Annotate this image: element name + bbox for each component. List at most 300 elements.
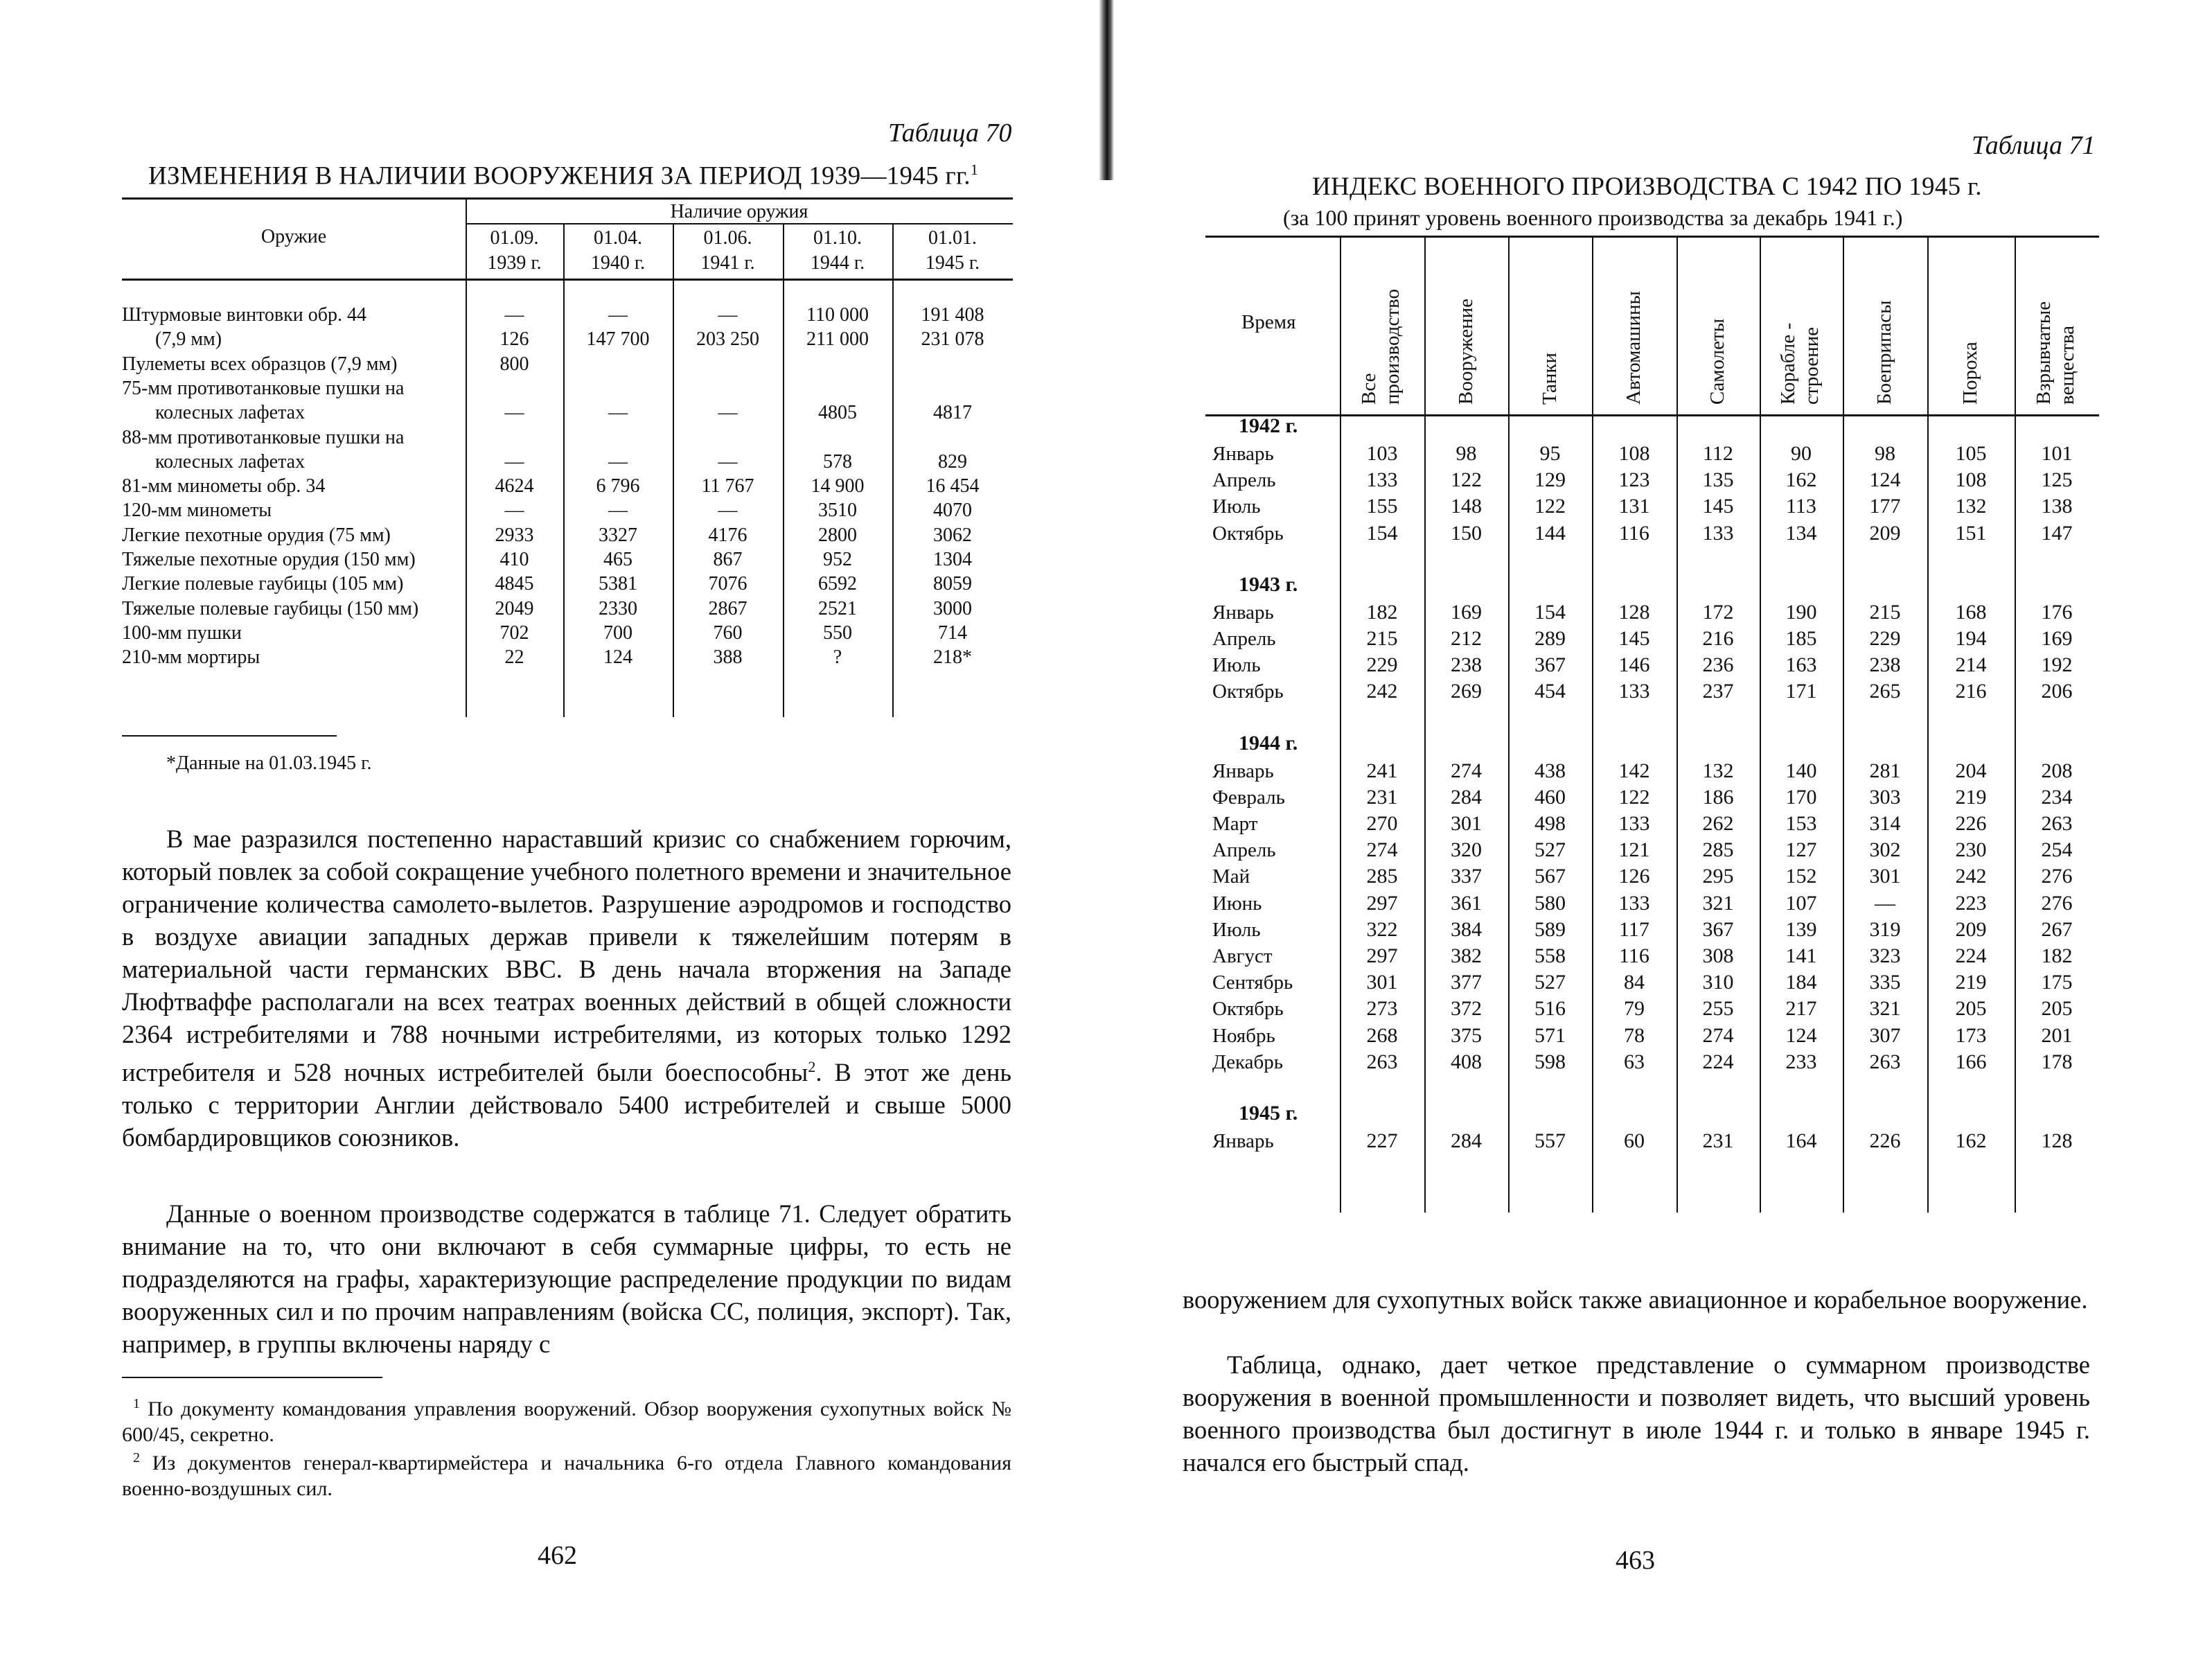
- table-70-date-year: 1939 г.: [487, 252, 542, 274]
- table-70-cell: 4817: [933, 402, 972, 424]
- table-71-cell: 186: [1702, 785, 1734, 809]
- table-71-cell: 460: [1534, 785, 1566, 809]
- table-71-month: Апрель: [1212, 628, 1276, 650]
- table-70-cell: 2800: [818, 524, 857, 546]
- table-70-cell: 8059: [933, 573, 972, 595]
- table-70-row-label: колесных лафетах: [155, 402, 306, 424]
- table-71-cell: 377: [1451, 971, 1482, 994]
- table-71-cell: 215: [1366, 627, 1398, 650]
- table-71-cell: 78: [1624, 1023, 1645, 1047]
- table-71-cell: 95: [1539, 442, 1561, 465]
- paragraph-1-text: В мае разразился постепенно нараставший кризис со снабжением горючим, который повлек за собой сокращение учебного полетного времени и значительное ограничение количества самолето-вылетов. Разрушение аэродромов и господство в воздухе авиации западных держав привели к тяжелейшим потерям в материальной части германских ВВС. В день начала вторжения на Западе Люфтваффе располагали на всех театрах военных действий в общей сложности 2364 истребителями и 788 ночными истребителями, из которых только 1292 истребителя и 528 ночных истребителей были боеспособны: [122, 825, 1011, 1087]
- table-71-cell: 151: [1955, 521, 1987, 545]
- table-71-cell: 205: [1955, 997, 1987, 1021]
- table-71-cell: 302: [1869, 838, 1901, 862]
- table-71-year: 1944 г.: [1239, 731, 1298, 755]
- table-71-cell: 154: [1366, 521, 1398, 545]
- table-71-cell: 108: [1955, 468, 1987, 492]
- table-70-date-day: 01.04.: [594, 227, 642, 249]
- table-70-cell: 702: [499, 622, 529, 644]
- table-70-cell: 211 000: [806, 328, 869, 351]
- table-70-date-day: 01.09.: [490, 227, 539, 249]
- table-71-cell: 133: [1702, 521, 1734, 545]
- table-71-year: 1943 г.: [1239, 572, 1298, 596]
- table-71-cell: 131: [1618, 495, 1650, 518]
- table-71-cell: 112: [1703, 442, 1733, 465]
- table-71-cell: 182: [1366, 600, 1398, 624]
- table-71-cell: 194: [1955, 627, 1987, 650]
- table-71-cell: 310: [1702, 971, 1734, 994]
- table-70-row-label: 120-мм минометы: [122, 500, 272, 522]
- table-71-cell: 105: [1955, 442, 1987, 465]
- table-70-row-label: 88-мм противотанковые пушки на: [122, 426, 405, 448]
- table-70-cell: 7076: [708, 573, 747, 595]
- table-70-cell: —: [718, 304, 738, 326]
- table-71-cell: 153: [1785, 812, 1817, 835]
- table-71-cell: 212: [1451, 627, 1482, 650]
- table-71-cell: 273: [1366, 997, 1398, 1021]
- table-71-cell: 276: [2041, 865, 2073, 888]
- table-70-title: [148, 161, 978, 191]
- table-71-cell: 122: [1618, 785, 1650, 809]
- table-71-cell: 321: [1702, 891, 1734, 915]
- table-71-cell: 297: [1366, 891, 1398, 915]
- table-71-year: 1942 г.: [1239, 414, 1298, 437]
- table-70-cell: 191 408: [921, 304, 984, 326]
- table-71-cell: 234: [2041, 785, 2073, 809]
- table-71-cell: 129: [1534, 468, 1566, 492]
- table-70-row-label: Тяжелые пехотные орудия (150 мм): [122, 549, 416, 570]
- table-70-cell: 3327: [599, 524, 637, 546]
- table-70-cell: 3000: [933, 597, 972, 619]
- table-70-row-label: Легкие полевые гаубицы (105 мм): [122, 573, 404, 595]
- table-71-cell: 233: [1785, 1050, 1817, 1073]
- table-71-cell: 589: [1534, 917, 1566, 941]
- table-71-cell: 204: [1955, 759, 1987, 782]
- table-71-cell: 238: [1869, 653, 1901, 677]
- table-71-cell: 285: [1702, 838, 1734, 862]
- table-70-cell: 3510: [818, 500, 857, 522]
- table-71-cell: 372: [1451, 997, 1482, 1021]
- table-71-cell: 142: [1618, 759, 1650, 782]
- table-71-cell: 281: [1869, 759, 1901, 782]
- table-71-cell: 323: [1869, 944, 1901, 967]
- table-71-cell: 527: [1534, 971, 1566, 994]
- table-71-cell: 224: [1955, 944, 1987, 967]
- table-71-month: Январь: [1212, 759, 1274, 782]
- table-71-cell: 162: [1785, 468, 1817, 492]
- table-71-cell: 274: [1702, 1023, 1734, 1047]
- table-70-row-label: Тяжелые полевые гаубицы (150 мм): [122, 597, 419, 619]
- table-71-cell: 60: [1624, 1129, 1645, 1152]
- table-70-row-label: 100-мм пушки: [122, 622, 242, 644]
- table-71-month: Август: [1212, 945, 1273, 967]
- table-71-cell: 205: [2041, 997, 2073, 1021]
- table-71-month: Январь: [1212, 601, 1274, 624]
- table-71-cell: 125: [2041, 468, 2073, 492]
- table-71-cell: 408: [1451, 1050, 1482, 1073]
- table-71-cell: 571: [1534, 1023, 1566, 1047]
- table-70-title-footnote-mark: 1: [970, 161, 979, 178]
- table-70-cell: 16 454: [926, 475, 980, 497]
- table-71-cell: 375: [1451, 1023, 1482, 1047]
- table-70-cell: —: [504, 402, 524, 424]
- table-71-cell: 308: [1702, 944, 1734, 967]
- table-70-row-label: Штурмовые винтовки обр. 44: [122, 304, 366, 326]
- table-71-month: Февраль: [1212, 786, 1285, 809]
- table-70-row-label: Пулеметы всех образцов (7,9 мм): [122, 353, 398, 375]
- footnote-2-text: Из документов генерал-квартирмейстера и начальника 6-го отдела Главного командования военно-воздушных сил.: [122, 1452, 1011, 1500]
- table-70-row-label: Легкие пехотные орудия (75 мм): [122, 524, 391, 546]
- table-71-cell: 98: [1456, 442, 1477, 465]
- table-70-cell: 14 900: [811, 475, 865, 497]
- table-71-cell: 337: [1451, 865, 1482, 888]
- table-71-month: Март: [1212, 813, 1258, 835]
- table-71-cell: 117: [1619, 917, 1649, 941]
- table-71-cell: 230: [1955, 838, 1987, 862]
- table-71-cell: 113: [1786, 495, 1816, 518]
- table-70-cell: —: [504, 304, 524, 326]
- table-71-cell: 314: [1869, 812, 1901, 835]
- table-70-number: Таблица 70: [888, 118, 1012, 148]
- table-71-cell: 516: [1534, 997, 1566, 1021]
- table-71-cell: 107: [1785, 891, 1817, 915]
- table-71-cell: 254: [2041, 838, 2073, 862]
- table-71-cell: 242: [1955, 865, 1987, 888]
- table-70-cell: 465: [603, 549, 632, 570]
- table-71-cell: 231: [1366, 785, 1398, 809]
- table-70-col-group: Наличие оружия: [670, 201, 808, 222]
- table-70-cell: 388: [713, 646, 743, 669]
- table-71-cell: 367: [1534, 653, 1566, 677]
- table-71-cell: 274: [1366, 838, 1398, 862]
- table-70-cell: —: [718, 500, 738, 522]
- table-71-cell: 321: [1869, 997, 1901, 1021]
- table-71-month: Январь: [1212, 443, 1274, 465]
- table-70-cell: 126: [499, 328, 529, 351]
- table-71-cell: 307: [1869, 1023, 1901, 1047]
- page-number-left: 462: [538, 1541, 577, 1570]
- table-71-cell: 132: [1702, 759, 1734, 782]
- table-71-cell: 128: [2041, 1129, 2073, 1152]
- table-70-cell: 6 796: [596, 475, 640, 497]
- table-71-cell: 237: [1702, 680, 1734, 703]
- table-71-month: Октябрь: [1212, 680, 1284, 703]
- table-71-cell: 178: [2041, 1050, 2073, 1073]
- table-71-cell: 192: [2041, 653, 2073, 677]
- table-71-cell: 175: [2041, 971, 2073, 994]
- table-71-cell: 164: [1785, 1129, 1817, 1152]
- table-71-cell: 216: [1702, 627, 1734, 650]
- paragraph-1-footnote-mark: 2: [808, 1058, 816, 1075]
- table-71-cell: 169: [2041, 627, 2073, 650]
- table-71-cell: 140: [1785, 759, 1817, 782]
- table-71-cell: 255: [1702, 997, 1734, 1021]
- table-71-month: Апрель: [1212, 469, 1276, 492]
- table-71-cell: 231: [1702, 1129, 1734, 1152]
- table-71-month: Апрель: [1212, 839, 1276, 862]
- table-71-cell: 209: [1955, 917, 1987, 941]
- table-71-cell: 133: [1366, 468, 1398, 492]
- table-70-cell: —: [718, 402, 738, 424]
- table-71-cell: 335: [1869, 971, 1901, 994]
- paragraph-1-text-end: . В этот же день только с территории Англии действовало 5400 истребителей и свыше 5000 бомбардировщиков союзников.: [122, 1058, 1011, 1152]
- table-71-cell: 141: [1785, 944, 1817, 967]
- table-71-cell: 171: [1785, 680, 1817, 703]
- table-71-cell: 172: [1702, 600, 1734, 624]
- table-71-cell: 567: [1534, 865, 1566, 888]
- table-71-cell: 209: [1869, 521, 1901, 545]
- table-70-cell: 2867: [708, 597, 747, 619]
- table-71-cell: 122: [1534, 495, 1566, 518]
- table-71-cell: 295: [1702, 865, 1734, 888]
- table-71-cell: 170: [1785, 785, 1817, 809]
- table-71-cell: 361: [1451, 891, 1482, 915]
- table-71-cell: 215: [1869, 600, 1901, 624]
- table-71-cell: 580: [1534, 891, 1566, 915]
- table-71-cell: 79: [1624, 997, 1645, 1021]
- table-71-cell: 267: [2041, 917, 2073, 941]
- table-71-cell: 382: [1451, 944, 1482, 967]
- table-71-col-header: Танки: [1538, 353, 1561, 405]
- table-70-cell: 829: [938, 450, 967, 473]
- table-70-date-year: 1940 г.: [590, 252, 646, 274]
- table-70-col-weapon: Оружие: [260, 226, 327, 247]
- table-71-cell: 163: [1785, 653, 1817, 677]
- table-71-cell: 241: [1366, 759, 1398, 782]
- table-71-cell: 527: [1534, 838, 1566, 862]
- table-70-date-year: 1941 г.: [700, 252, 755, 274]
- table-71-subtitle: (за 100 принят уровень военного производства за декабрь 1941 г.): [1283, 205, 1903, 230]
- table-71-cell: 169: [1451, 600, 1482, 624]
- table-70-cell: —: [608, 500, 628, 522]
- table-70-cell: 1304: [933, 549, 972, 570]
- table-71-cell: 148: [1451, 495, 1482, 518]
- table-70-cell: 4176: [708, 524, 747, 546]
- table-70-cell: 578: [823, 450, 852, 473]
- table-71-cell: 219: [1955, 785, 1987, 809]
- table-71-cell: 598: [1534, 1050, 1566, 1073]
- table-71-cell: 144: [1534, 521, 1566, 545]
- table-71-cell: 301: [1366, 971, 1398, 994]
- table-71-cell: 274: [1451, 759, 1482, 782]
- footnote-1-text: По документу командования управления вооружений. Обзор вооружения сухопутных войск № 600/45, секретно.: [122, 1398, 1012, 1446]
- table-71-cell: 132: [1955, 495, 1987, 518]
- table-71-col-header: Пороха: [1959, 342, 1981, 405]
- table-71-cell: 285: [1366, 865, 1398, 888]
- table-71-cell: 262: [1702, 812, 1734, 835]
- table-71-cell: 128: [1618, 600, 1650, 624]
- table-70-cell: —: [608, 450, 628, 473]
- table-70-row-label: 75-мм противотанковые пушки на: [122, 377, 405, 399]
- table-71-cell: 84: [1624, 971, 1645, 994]
- table-71-cell: 217: [1785, 997, 1817, 1021]
- table-71-cell: 173: [1955, 1023, 1987, 1047]
- table-71-cell: 227: [1366, 1129, 1398, 1152]
- table-70-cell: 6592: [818, 573, 857, 595]
- table-70-cell: —: [718, 450, 738, 473]
- table-71-cell: 103: [1366, 442, 1398, 465]
- table-71-cell: 134: [1785, 521, 1817, 545]
- table-71-cell: 320: [1451, 838, 1482, 862]
- table-71-cell: 303: [1869, 785, 1901, 809]
- table-71-cell: 276: [2041, 891, 2073, 915]
- table-71-cell: 322: [1366, 917, 1398, 941]
- table-70-cell: 11 767: [701, 475, 754, 497]
- table-70-note-rule: [122, 735, 337, 737]
- table-71-month: Октябрь: [1212, 522, 1284, 545]
- table-71-cell: 145: [1618, 627, 1650, 650]
- table-71-col-header: Взрывчатые вещества: [2033, 301, 2078, 405]
- paragraph-2: Данные о военном производстве содержатся в таблице 71. Следует обратить внимание на то, что они включают в себя суммарные цифры, то есть не подразделяются на графы, характеризующие распределение продукции по видам вооруженных сил и по прочим направлениям (войска СС, полиция, экспорт). Так, например, в группы включены наряду с: [122, 1199, 1011, 1358]
- table-71-cell: 224: [1702, 1050, 1734, 1073]
- table-71-cell: 270: [1366, 812, 1398, 835]
- table-71-cell: 101: [2041, 442, 2073, 465]
- table-71-cell: 176: [2041, 600, 2073, 624]
- table-71-month: Июль: [1212, 654, 1261, 677]
- paragraph-1: [122, 822, 1011, 1154]
- table-70-cell: 4805: [818, 402, 857, 424]
- table-70-note: *Данные на 01.03.1945 г.: [166, 752, 372, 774]
- table-71-col-header: Все производство: [1358, 289, 1404, 405]
- table-71-cell: 284: [1451, 1129, 1482, 1152]
- table-71-cell: 133: [1618, 891, 1650, 915]
- table-71-cell: 126: [1618, 865, 1650, 888]
- table-70-row-label: 81-мм минометы обр. 34: [122, 475, 326, 497]
- table-71-cell: 263: [1366, 1050, 1398, 1073]
- table-70-cell: 203 250: [696, 328, 759, 351]
- table-70-cell: 4845: [495, 573, 534, 595]
- table-71-cell: 268: [1366, 1023, 1398, 1047]
- table-70-cell: 4624: [495, 475, 534, 497]
- table-71-month: Май: [1212, 865, 1250, 888]
- table-71-cell: 146: [1618, 653, 1650, 677]
- table-71-cell: 162: [1955, 1129, 1987, 1152]
- table-71-cell: 242: [1366, 680, 1398, 703]
- table-70-date-day: 01.10.: [813, 227, 862, 249]
- table-71-cell: 226: [1955, 812, 1987, 835]
- table-71-cell: 90: [1791, 442, 1812, 465]
- table-71-cell: 289: [1534, 627, 1566, 650]
- table-70-cell: 147 700: [586, 328, 650, 351]
- table-71-cell: 236: [1702, 653, 1734, 677]
- table-71-cell: 184: [1785, 971, 1817, 994]
- table-71-cell: 155: [1366, 495, 1398, 518]
- footnote-2: [122, 1445, 1011, 1501]
- table-71-month: Январь: [1212, 1130, 1274, 1152]
- table-70-cell: —: [608, 304, 628, 326]
- table-70-cell: 5381: [599, 573, 637, 595]
- table-71-cell: 219: [1955, 971, 1987, 994]
- table-70-cell: 2521: [818, 597, 857, 619]
- table-71-cell: 166: [1955, 1050, 1987, 1073]
- table-71-cell: 557: [1534, 1129, 1566, 1152]
- table-70-header-rule: [122, 279, 1013, 281]
- table-71-month: Сентябрь: [1212, 971, 1293, 994]
- table-70-row-label: колесных лафетах: [155, 450, 306, 473]
- table-71-cell: 284: [1451, 785, 1482, 809]
- table-71-month: Июль: [1212, 918, 1261, 941]
- table-70-cell: 4070: [933, 500, 972, 522]
- table-71-month: Июль: [1212, 495, 1261, 518]
- table-70-title-text: ИЗМЕНЕНИЯ В НАЛИЧИИ ВООРУЖЕНИЯ ЗА ПЕРИОД 1939—1945 гг.: [148, 161, 971, 191]
- table-71-cell: 133: [1618, 680, 1650, 703]
- table-70-cell: 2049: [495, 597, 534, 619]
- table-71-title: ИНДЕКС ВОЕННОГО ПРОИЗВОДСТВА С 1942 ПО 1945 г.: [1312, 173, 1982, 201]
- table-71-cell: 438: [1534, 759, 1566, 782]
- table-71-cell: 190: [1785, 600, 1817, 624]
- table-71-cell: 226: [1869, 1129, 1901, 1152]
- table-71-cell: 116: [1619, 521, 1649, 545]
- table-70-cell: 867: [713, 549, 743, 570]
- table-71-cell: 139: [1785, 917, 1817, 941]
- table-71-cell: 182: [2041, 944, 2073, 967]
- table-71-cell: 123: [1618, 468, 1650, 492]
- footnote-1: [122, 1391, 1011, 1447]
- table-71-cell: 185: [1785, 627, 1817, 650]
- table-71-month: Октябрь: [1212, 998, 1284, 1021]
- table-71-cell: 263: [1869, 1050, 1901, 1073]
- table-70-cell: —: [504, 500, 524, 522]
- table-70-cell: 700: [603, 622, 632, 644]
- table-71-cell: 127: [1785, 838, 1817, 862]
- table-70-cell: —: [504, 450, 524, 473]
- table-70-cell: 760: [713, 622, 743, 644]
- table-71-year: 1945 г.: [1239, 1102, 1298, 1125]
- table-71-cell: 454: [1534, 680, 1566, 703]
- footnote-rule: [122, 1377, 382, 1378]
- table-71-cell: 558: [1534, 944, 1566, 967]
- table-70-cell: —: [608, 402, 628, 424]
- table-70-cell: 124: [603, 646, 632, 669]
- table-71-month: Июнь: [1212, 892, 1262, 915]
- table-70-cell: 3062: [933, 524, 972, 546]
- table-71-cell: 367: [1702, 917, 1734, 941]
- table-70-cell: 714: [938, 622, 967, 644]
- paragraph-3: вооружением для сухопутных войск также авиационное и корабельное вооружение.: [1183, 1285, 2088, 1314]
- table-71-col-header: Боеприпасы: [1873, 300, 1895, 405]
- table-71-cell: 201: [2041, 1023, 2073, 1047]
- table-70-cell: 2933: [495, 524, 534, 546]
- table-71-cell: 319: [1869, 917, 1901, 941]
- table-71-cell: 498: [1534, 812, 1566, 835]
- table-71-cell: 265: [1869, 680, 1901, 703]
- table-71-cell: 147: [2041, 521, 2073, 545]
- table-71-number: Таблица 71: [1972, 131, 2096, 160]
- table-71-cell: 208: [2041, 759, 2073, 782]
- table-71-col-time: Время: [1241, 311, 1296, 333]
- table-71-month: Ноябрь: [1212, 1024, 1275, 1047]
- table-71-cell: 238: [1451, 653, 1482, 677]
- table-70-cell: 952: [823, 549, 852, 570]
- table-71-cell: 229: [1366, 653, 1398, 677]
- table-71-cell: 108: [1618, 442, 1650, 465]
- table-71-cell: 135: [1702, 468, 1734, 492]
- table-70-date-day: 01.06.: [703, 227, 752, 249]
- table-71-cell: 206: [2041, 680, 2073, 703]
- table-70-cell: ?: [833, 646, 842, 669]
- table-70-cell: 110 000: [806, 304, 869, 326]
- table-71-cell: 154: [1534, 600, 1566, 624]
- table-71-month: Декабрь: [1212, 1050, 1284, 1073]
- table-71-cell: 124: [1869, 468, 1901, 492]
- table-71-cell: 98: [1875, 442, 1895, 465]
- table-71-cell: 269: [1451, 680, 1482, 703]
- table-71-cell: 152: [1785, 865, 1817, 888]
- table-70-date-year: 1945 г.: [925, 252, 980, 274]
- table-70-cell: 218*: [933, 646, 972, 669]
- table-70-cell: 800: [499, 353, 529, 375]
